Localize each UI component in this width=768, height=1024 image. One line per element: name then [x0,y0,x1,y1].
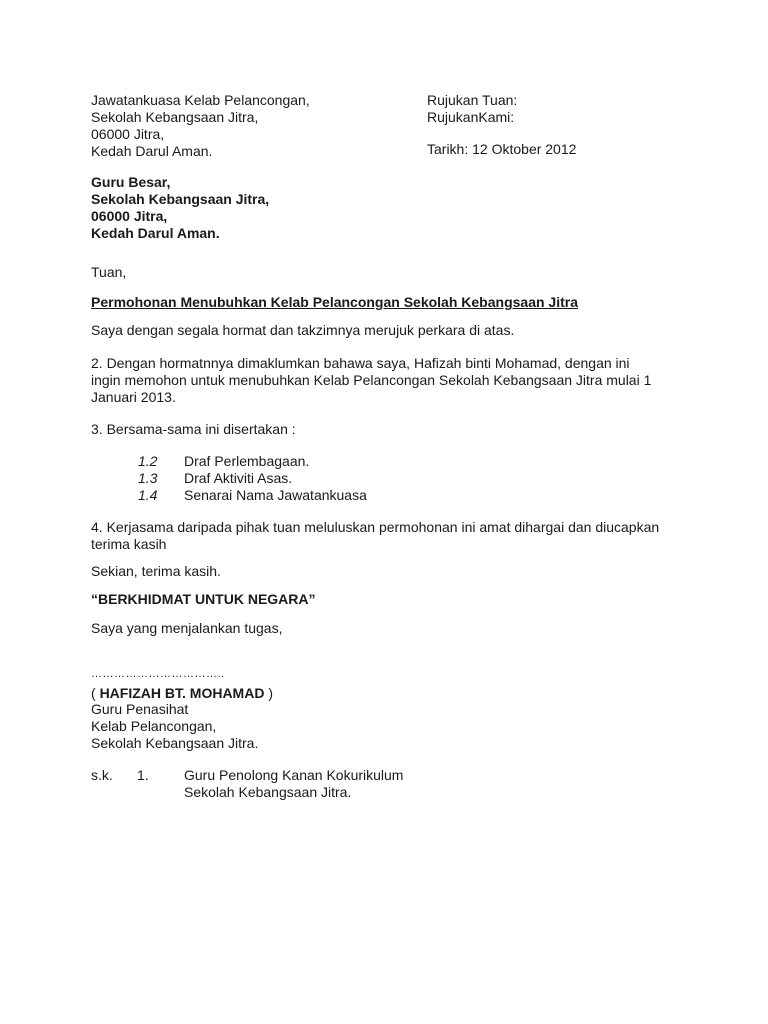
paragraph-line: 4. Kerjasama daripada pihak tuan meluluskan permohonan ini amat dihargai dan diucapkan [91,519,660,535]
enclosure-text: Draf Aktiviti Asas. [184,470,293,486]
paragraph-2 [91,355,673,406]
signatory-line: Sekolah Kebangsaan Jitra. [91,735,259,751]
recipient-line: 06000 Jitra, [91,208,168,224]
signature-close-paren: ) [264,685,273,701]
paragraph-line: Januari 2013. [91,389,176,405]
recipient-line: Guru Besar, [91,174,171,190]
enclosure-number: 1.4 [138,487,158,503]
letter-date: Tarikh: 12 Oktober 2012 [427,141,577,157]
recipient-line: Kedah Darul Aman. [91,225,220,241]
references [427,92,517,126]
ref-kami: RujukanKami: [427,109,515,125]
signatory-title [91,701,258,752]
enclosure-list [0,453,768,505]
enclosure-number: 1.3 [138,470,158,486]
paragraph-1: Saya dengan segala hormat dan takzimnya merujuk perkara di atas. [91,322,515,338]
sender-address [91,92,310,160]
recipient-address [91,174,269,242]
cc-label: s.k. [91,767,113,783]
signoff: Saya yang menjalankan tugas, [91,620,283,636]
enclosure-number: 1.2 [138,453,158,469]
sender-line: 06000 Jitra, [91,126,165,142]
signatory-line: Kelab Pelancongan, [91,718,217,734]
sender-line: Jawatankuasa Kelab Pelancongan, [91,92,310,108]
ref-tuan: Rujukan Tuan: [427,92,518,108]
signature-open-paren: ( [91,685,100,701]
closing: Sekian, terima kasih. [91,563,221,579]
paragraph-3: 3. Bersama-sama ini disertakan : [91,421,296,437]
recipient-line: Sekolah Kebangsaan Jitra, [91,191,270,207]
motto: “BERKHIDMAT UNTUK NEGARA” [91,591,316,607]
signature-dots: …………………………….. [91,668,225,680]
paragraph-line: terima kasih [91,536,167,552]
signature-name-line [91,685,273,702]
signatory-name: HAFIZAH BT. MOHAMAD [99,685,265,701]
enclosure-text: Draf Perlembagaan. [184,453,310,469]
cc-line: Guru Penolong Kanan Kokurikulum [184,767,404,783]
subject-line: Permohonan Menubuhkan Kelab Pelancongan Sekolah Kebangsaan Jitra [91,294,578,310]
cc-recipient [184,767,403,801]
signatory-line: Guru Penasihat [91,701,189,717]
paragraph-4 [91,519,659,553]
paragraph-line: 2. Dengan hormatnnya dimaklumkan bahawa saya, Hafizah binti Mohamad, dengan ini [91,355,630,371]
cc-line: Sekolah Kebangsaan Jitra. [184,784,352,800]
salutation: Tuan, [91,264,127,280]
sender-line: Sekolah Kebangsaan Jitra, [91,109,259,125]
enclosure-text: Senarai Nama Jawatankuasa [184,487,367,503]
paragraph-line: ingin memohon untuk menubuhkan Kelab Pelancongan Sekolah Kebangsaan Jitra mulai 1 [91,372,652,388]
sender-line: Kedah Darul Aman. [91,143,213,159]
cc-number: 1. [137,767,149,783]
